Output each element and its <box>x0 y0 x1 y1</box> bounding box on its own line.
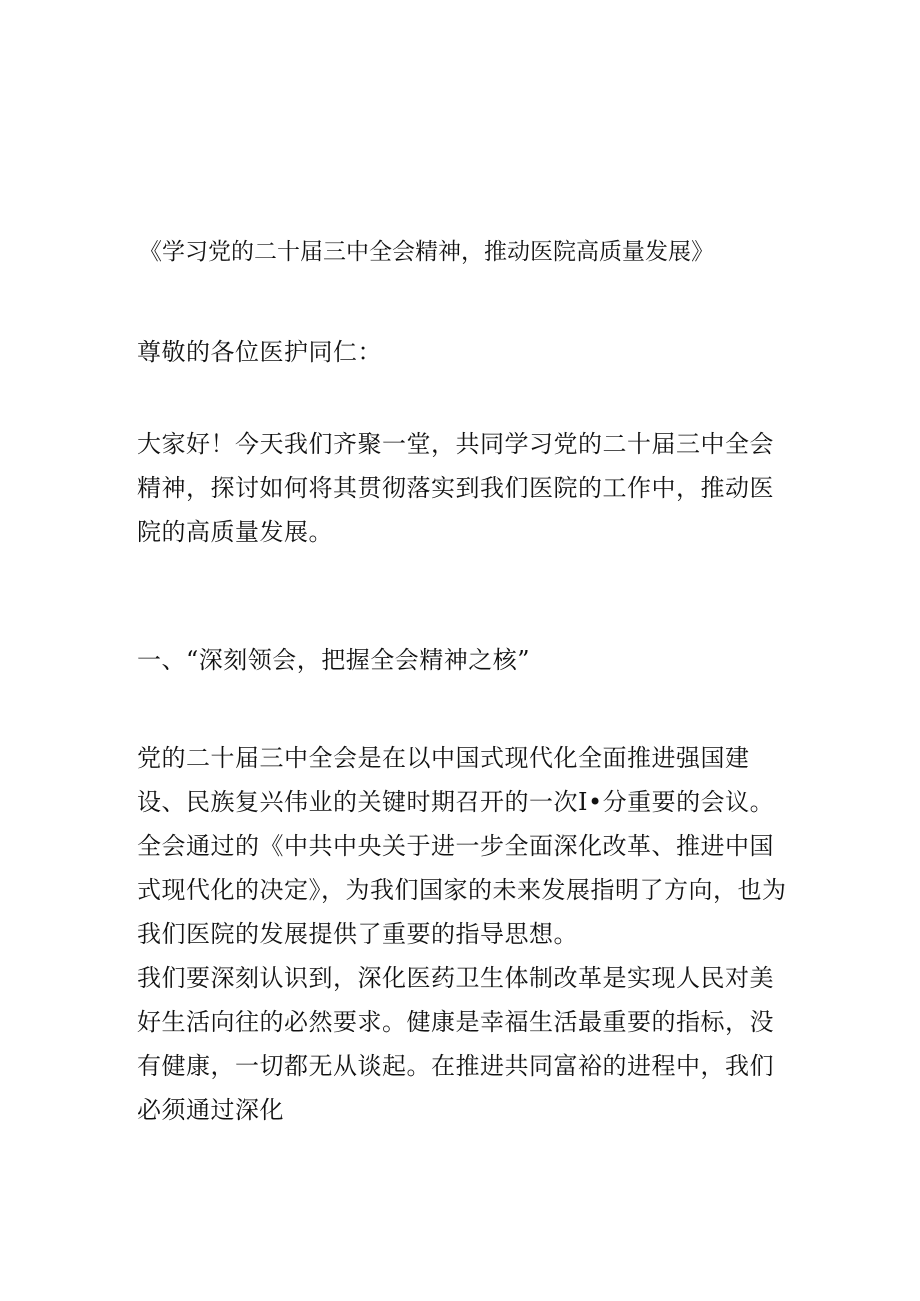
intro-paragraph <box>137 422 787 554</box>
document-title: 《学习党的二十届三中全会精神，推动医院高质量发展》 <box>139 239 714 265</box>
body-paragraph-1: 党的二十届三中全会是在以中国式现代化全面推进强国建设、民族复兴伟业的关键时期召开的一次I•分重要的会议。全会通过的《中共中央关于进一步全面深化改革、推进中国式现代化的决定》，为我们国家的未来发展指明了方向，也为我们医院的发展提供了重要的指导思想。 <box>137 744 787 948</box>
section-body <box>137 736 787 1132</box>
intro-text: 大家好！今天我们齐聚一堂，共同学习党的二十届三中全会精神，探讨如何将其贯彻落实到我们医院的工作中，推动医院的高质量发展。 <box>137 430 774 546</box>
greeting-line <box>137 330 787 374</box>
greeting-text: 尊敬的各位医护同仁： <box>137 338 382 366</box>
body-paragraph-2: 我们要深刻认识到，深化医药卫生体制改革是实现人民对美好生活向往的必然要求。健康是幸福生活最重要的指标，没有健康，一切都无从谈起。在推进共同富裕的进程中，我们必须通过深化 <box>137 964 774 1124</box>
section-heading <box>137 638 787 682</box>
section-heading-text: 一、“深刻领会，把握全会精神之核” <box>137 646 531 674</box>
